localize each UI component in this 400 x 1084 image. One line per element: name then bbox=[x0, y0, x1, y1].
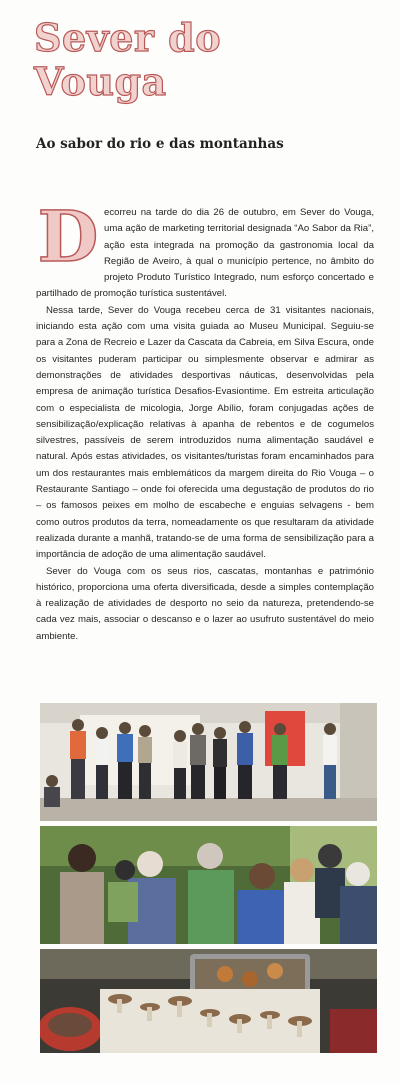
drop-cap: D bbox=[37, 195, 99, 278]
paragraph-3: Sever do Vouga com os seus rios, cascatas, montanhas e património histórico, proporciona uma oferta diversificada, desde a simples contemplação à realização de atividades de desporto no seio da natureza, pretendendo-se cada vez mais, associar o descanso e o lazer ao usufruto sustentável do meio ambiente. bbox=[36, 565, 374, 642]
paragraph-2: Nessa tarde, Sever do Vouga recebeu cerca de 31 visitantes nacionais, iniciando esta ação com uma visita guiada ao Museu Municipal. Seguiu-se para a Zona de Recreio e Lazer da Cascata da Cabreia, em Silva Escura, onde os visitantes puderam participar ou simplesmente observar e admirar as demonstrações de atividades desportivas náuticas, desenvolvidas pela empresa de animação turística Desafios-Evasiontime. Em estreita articulação com o especialista de micologia, Jorge Abílio, foram conjugadas ações de sensibilização/explicação relativas à apanha de rebentos e de cogumelos silvestres, passíveis de serem introduzidos numa alimentação saudável e natural. Após estas atividades, os visitantes/turistas foram encaminhados para um dos restaurantes mais emblemáticos da margem direita do Rio Vouga – o Restaurante Santiago – onde foi oferecida uma degustação de produtos do rio – os famosos peixes em molho de escabeche e enguias selvagens - bem como outros produtos da terra, nomeadamente os que resultaram da atividade realizada durante a manhã, tratando-se de uma forma de sensibilização para a importância de adoção de uma alimentação saudável. bbox=[36, 304, 374, 561]
article-subtitle: Ao sabor do rio e das montanhas bbox=[36, 136, 284, 152]
title-line-1: Sever do bbox=[34, 15, 222, 60]
paragraph-1: ecorreu na tarde do dia 26 de outubro, em Sever do Vouga, uma ação de marketing territorial designada “Ao Sabor da Ria”, ação esta integrada na promoção da gastronomia local da Região de Aveiro, à qual o município pertence, no âmbito do projeto Produto Turístico Integrado, num esforço concertado e partilhado de promoção turística sustentável. bbox=[36, 207, 374, 300]
article-title bbox=[34, 16, 374, 104]
photo-outdoor-group bbox=[40, 826, 377, 944]
drop-cap-space bbox=[36, 195, 104, 278]
article-body bbox=[36, 195, 374, 645]
title-line-2: Vouga bbox=[34, 59, 167, 104]
photo-museum-visit bbox=[40, 703, 377, 821]
photo-mushroom-display bbox=[40, 949, 377, 1053]
